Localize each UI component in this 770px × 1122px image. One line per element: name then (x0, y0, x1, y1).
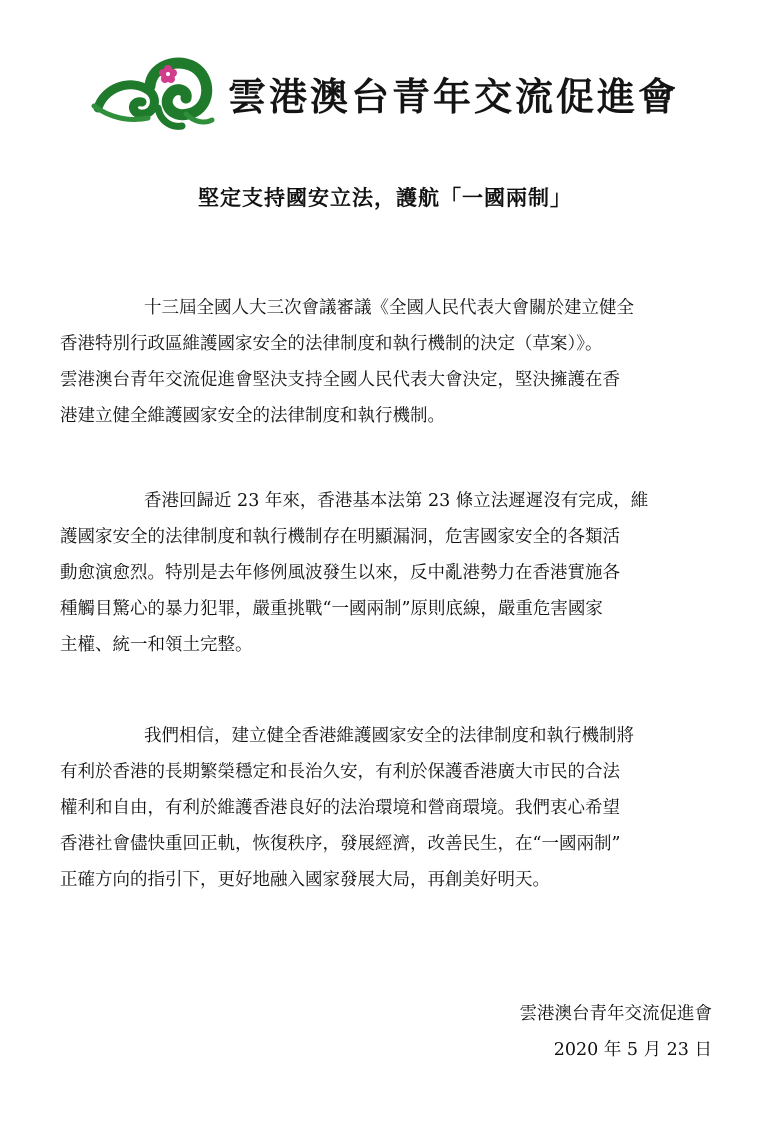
paragraph-line: 有利於香港的長期繁榮穩定和長治久安，有利於保護香港廣大市民的合法 (60, 762, 620, 782)
signature-date: 2020 年 5 月 23 日 (553, 1040, 712, 1060)
paragraph-line: 雲港澳台青年交流促進會堅決支持全國人民代表大會決定，堅決擁護在香 (60, 370, 620, 390)
paragraph-line: 種觸目驚心的暴力犯罪，嚴重挑戰“一國兩制”原則底線，嚴重危害國家 (60, 599, 603, 619)
paragraph-2 (60, 483, 712, 663)
green-swirl-logo-icon (90, 48, 220, 132)
paragraph-line: 十三屆全國人大三次會議審議《全國人民代表大會關於建立健全 (144, 298, 634, 318)
paragraph-line: 動愈演愈烈。特別是去年修例風波發生以來，反中亂港勢力在香港實施各 (60, 563, 620, 583)
signature-org: 雲港澳台青年交流促進會 (519, 1004, 712, 1024)
paragraph-3 (60, 718, 712, 898)
paragraph-line: 主權、統一和領土完整。 (60, 635, 253, 655)
paragraph-line: 正確方向的指引下，更好地融入國家發展大局，再創美好明天。 (60, 870, 550, 890)
paragraph-line: 護國家安全的法律制度和執行機制存在明顯漏洞，危害國家安全的各類活 (60, 527, 620, 547)
org-name-heading: 雲港澳台青年交流促進會 (228, 74, 680, 119)
signature-block (520, 996, 713, 1068)
paragraph-line: 香港社會儘快重回正軌，恢復秩序，發展經濟，改善民生，在“一國兩制” (60, 834, 621, 854)
paragraph-line: 港建立健全維護國家安全的法律制度和執行機制。 (60, 406, 445, 426)
document-title: 堅定支持國安立法，護航「一國兩制」 (198, 185, 572, 210)
paragraph-line: 香港特別行政區維護國家安全的法律制度和執行機制的決定（草案）》。 (60, 334, 603, 354)
paragraph-line: 權利和自由，有利於維護香港良好的法治環境和營商環境。我們衷心希望 (60, 798, 620, 818)
paragraph-line: 我們相信，建立健全香港維護國家安全的法律制度和執行機制將 (144, 726, 634, 746)
paragraph-line: 香港回歸近 23 年來，香港基本法第 23 條立法遲遲沒有完成，維 (144, 491, 649, 511)
paragraph-1 (60, 290, 712, 434)
letterhead (90, 48, 710, 134)
